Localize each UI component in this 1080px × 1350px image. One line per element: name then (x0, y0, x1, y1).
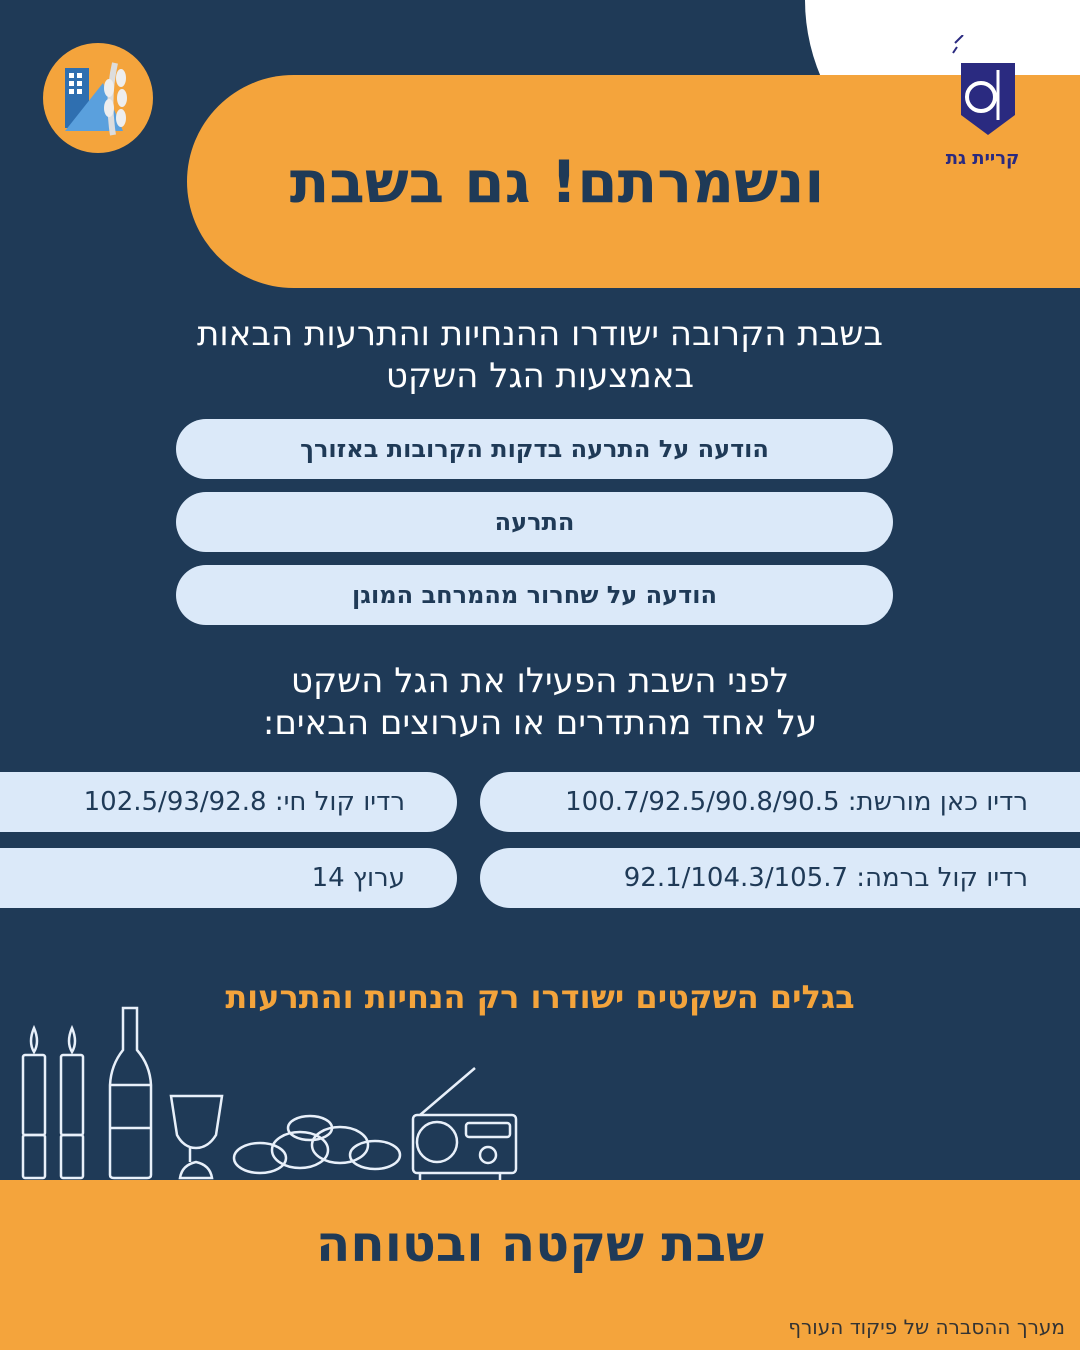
station-pill: רדיו קול ברמה: 92.1/104.3/105.7 (480, 848, 1080, 908)
shabbat-illustration (0, 1000, 540, 1182)
station-pill: ערוץ 14 (0, 848, 457, 908)
intro-line-1: בשבת הקרובה ישודרו ההנחיות והתרעות הבאות (197, 314, 883, 354)
home-front-command-logo-icon (43, 43, 153, 153)
challah-icon (234, 1116, 400, 1173)
alert-type-pill: הודעה על התרעה בדקות הקרובות באזורך (176, 419, 893, 479)
alert-type-pill: התרעה (176, 492, 893, 552)
footer-title: שבת שקטה ובטוחה (316, 1215, 764, 1273)
page-title: ונשמרתם! גם בשבת (289, 147, 825, 216)
station-pill: רדיו כאן מורשת: 100.7/92.5/90.8/90.5 (480, 772, 1080, 832)
wine-bottle-icon (110, 1008, 151, 1178)
station-pill: רדיו קול חי: 102.5/93/92.8 (0, 772, 457, 832)
footer-credit: מערך ההסברה של פיקוד העורף (788, 1315, 1065, 1339)
city-name: קריית גת (945, 148, 1020, 169)
candles-icon (23, 1028, 83, 1178)
quiet-wave-note: בגלים השקטים ישודרו רק הנחיות והתרעות (225, 978, 855, 1016)
radio-icon (413, 1068, 516, 1180)
alert-type-pill: הודעה על שחרור מהמרחב המוגן (176, 565, 893, 625)
intro-line-2: באמצעות הגל השקט (385, 356, 695, 396)
kiddush-cup-icon (171, 1096, 222, 1178)
instructions-line-2: על אחד מהתדרים או הערוצים הבאים: (262, 703, 818, 743)
kiryat-gat-logo (935, 35, 1030, 170)
instructions-line-1: לפני השבת הפעילו את הגל השקט (290, 661, 790, 701)
city-emblem-icon (943, 35, 1023, 140)
